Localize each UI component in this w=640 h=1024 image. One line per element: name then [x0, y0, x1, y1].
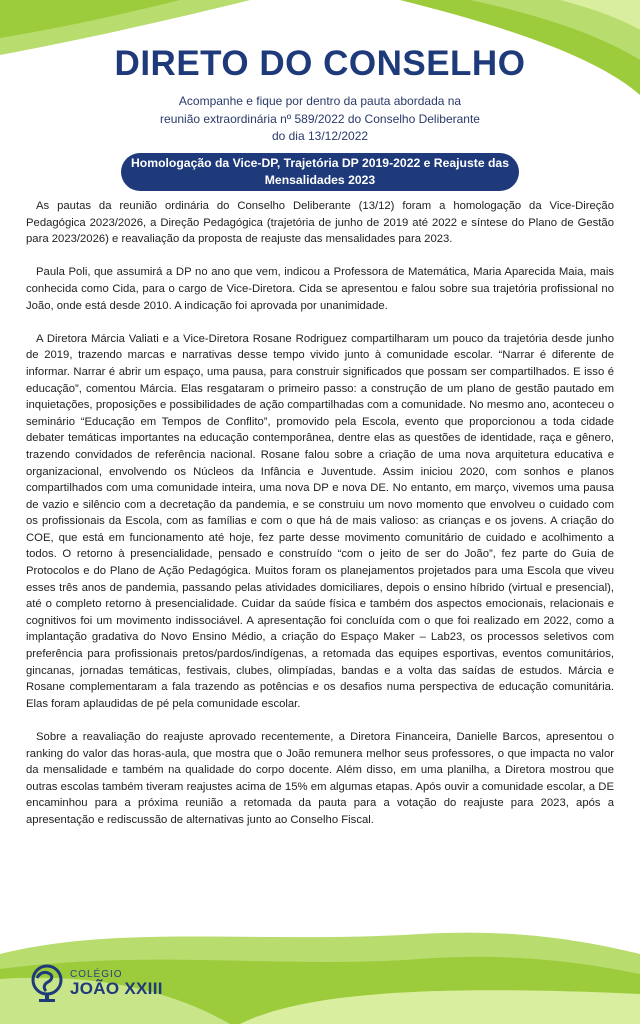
logo-line2: JOÃO XXIII [70, 978, 163, 998]
subtitle: Acompanhe e fique por dentro da pauta abordada na reunião extraordinária nº 589/2022 do Conselho Deliberante do dia 13/12/2022 [160, 94, 480, 143]
globe-icon [28, 962, 66, 1004]
paragraph: Paula Poli, que assumirá a DP no ano que vem, indicou a Professora de Matemática, Maria Aparecida Maia, mais conhecida como Cida, para o cargo de Vice-Diretora. Cida se apresentou e falou sobre sua trajetória profissional no João, onde está desde 2010. A indicação foi aprovada por unanimidade. [26, 266, 614, 312]
logo-line1: COLÉGIO [70, 968, 123, 980]
article-body [26, 198, 614, 845]
paragraph: As pautas da reunião ordinária do Conselho Deliberante (13/12) foram a homologação da Vice-Direção Pedagógica 2023/2026, a Direção Pedagógica (trajetória de junho de 2019 até 2022 e síntese do Plano de Gestão para 2023/2026) e reavaliação da proposta de reajuste das mensalidades para 2023. [26, 200, 614, 246]
topic-banner: Homologação da Vice-DP, Trajetória DP 2019-2022 e Reajuste das Mensalidades 2023 [121, 153, 519, 191]
paragraph: Sobre a reavaliação do reajuste aprovado recentemente, a Diretora Financeira, Danielle Barcos, apresentou o ranking do valor das horas-aula, que mostra que o João remunera melhor seus professores, o que impacta no valor da mensalidade e também na qualidade do corpo docente. Além disso, em uma planilha, a Diretora mostrou que outras escolas também tiveram reajustes acima de 15% em algumas etapas. Após ouvir a comunidade escolar, a DE encaminhou para a próxima reunião a retomada da pauta para a votação do reajuste para 2023, após a apresentação e rediscussão de alternativas junto ao Conselho Fiscal. [26, 731, 614, 826]
paragraph: A Diretora Márcia Valiati e a Vice-Diretora Rosane Rodriguez compartilharam um pouco da trajetória desde junho de 2019, trazendo marcas e narrativas desse tempo vivido junto à comunidade escolar. “Narrar é diferente de informar. Narrar é abrir um espaço, uma pausa, para construir significados que possam ser compartilhados. E isso é educação”, comentou Márcia. Elas resgataram o primeiro passo: a construção de um plano de gestão pautado em inquietações, proposições e possibilidades de ação compartilhadas com a comunidade. No mesmo ano, aconteceu o seminário “Educação em Tempos de Conflito”, promovido pela Escola, evento que proporcionou a toda cidade debater temáticas importantes na educação contemporânea, dentre elas as questões de identidade, raça e gênero, trazendo convidados de referência nacional. Rosane falou sobre a criação de uma nova arquitetura educativa e organizacional, envolvendo os Núcleos da Infância e Juventude. Assim iniciou 2020, com sonhos e planos compartilhados com uma comunidade inteira, uma nova DP e nova DE. No entanto, em março, vivemos uma pausa de vazio e silêncio com a decretação da pandemia, e se construiu um novo momento que envolveu o cuidado com os profissionais da Escola, com as famílias e com o que há de mais valioso: as crianças e os jovens. A criação do COE, que está em funcionamento até hoje, fez parte desse movimento comunitário de cuidado e acolhimento a todos. O retorno à presencialidade, pensado e construído “com o jeito de ser do João”, fez parte do Guia de Protocolos e do Plano de Ação Pedagógica. Muitos foram os planejamentos projetados para uma Escola que viveu esses três anos de pandemia, passando pelas atividades domiciliares, depois o ensino híbrido (virtual e presencial), até o completo retorno à presencialidade. Cuidar da saúde física e também dos aspectos emocionais, relacionais e cognitivos foi um movimento indissociável. A apresentação foi concluída com o que foi realizado em 2022, como a implantação gradativa do Novo Ensino Médio, a criação do Espaço Maker – Lab23, os processos seletivos com preferência para profissionais pretos/pardos/indígenas, a retomada das equipes esportivas, eventos comunitários, gincanas, jornadas temáticas, festivais, clubes, olimpíadas, bandas e a volta das saídas de estudos. Márcia e Rosane complementaram a fala trazendo as potências e os desafios numa perspectiva de educação comunitária. Elas foram aplaudidas de pé pela comunidade escolar. [26, 332, 614, 710]
school-logo [28, 962, 163, 1004]
page-title: DIRETO DO CONSELHO [114, 44, 526, 83]
